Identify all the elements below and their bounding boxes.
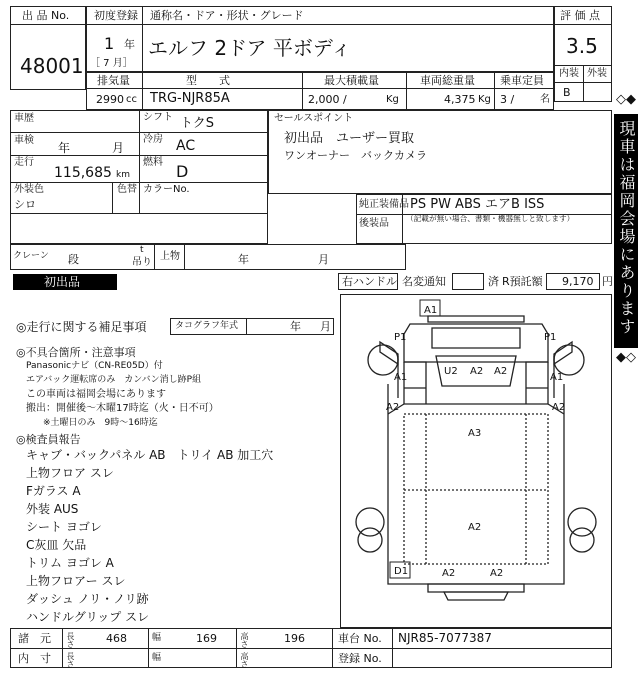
rear-bumper [428,584,524,592]
mark-cab-front-a2b: A2 [494,366,508,377]
exterior-label: 外装 [587,68,607,79]
ext-color-label: 外装色 [14,184,44,195]
inspector-line: 上物フロア スレ [26,466,114,480]
mark-rear-left: D1 [394,566,409,577]
crane-step: 段 [68,253,79,266]
recycle-prefix: 済 [488,275,499,288]
inspector-line: トリム ヨゴレ A [26,556,114,570]
cargo-front [388,404,564,414]
history-label: 車歴 [14,113,34,124]
mileage-unit: km [116,170,130,180]
defect-line: ※土曜日のみ 9時～16時迄 [34,418,158,428]
interior-grade: B [563,86,571,99]
mileage-label: 走行 [14,157,34,168]
inspector-line: 外装 AUS [26,502,79,516]
recycle-label: R預託額 [502,275,543,288]
mark-cab-right: P1 [544,332,557,343]
upper-year: 年 [238,253,249,266]
chassis-label: 車台 No. [338,632,382,645]
upper-label: 上物 [160,251,180,262]
mileage-value: 115,685 [54,165,112,181]
equipment-label: 純正装備品 [359,199,409,210]
inspector-line: キャブ・バックパネル AB トリイ AB 加工穴 [26,448,274,462]
ext-color-value: シロ [14,198,36,211]
color-no-label: カラーNo. [143,184,190,195]
max-load-unit: Kg [386,94,399,105]
score-value: 3.5 [566,34,598,58]
lot-number: 48001 [20,54,84,78]
inner-height-label: 高さ [240,652,249,668]
capacity-unit: 名 [540,94,550,105]
truck-diagram [340,294,612,628]
side-note-text: 現車は福岡会場にあります [617,120,636,336]
inspector-line: ダッシュ ノリ・ノリ跡 [26,592,149,606]
defect-line: 搬出：開催後～木曜17時迄（火・日不可） [26,403,219,414]
model-name: エルフ 2ドア 平ボディ [148,36,352,60]
mark-cab-left: P1 [394,332,407,343]
wheel-front-left [368,345,398,375]
first-reg-year-unit: 年 [124,38,135,51]
crane-hook: 吊り [132,257,152,268]
tacho-label: タコグラフ年式 [175,321,239,331]
wheel-rear-right2 [570,528,594,552]
inspection-year: 年 [58,141,71,155]
door-left [404,362,426,404]
first-reg-year: 1 [104,34,115,53]
ac-label: 冷房 [143,134,163,145]
side-diamonds-bottom: ◆◇ [616,350,636,365]
first-listing-badge-text: 初出品 [44,275,81,289]
sales-point-line1: 初出品 ユーザー買取 [284,131,415,146]
wheel-front-right [554,345,584,375]
inner-length-label: 長さ [66,652,75,668]
inspector-line: C灰皿 欠品 [26,538,87,552]
tacho-month: 月 [320,320,331,333]
name-change-label: 名変通知 [402,275,446,288]
length-label: 長さ [66,632,75,648]
mark-side-left: A2 [386,402,400,413]
wheel-rear-left [356,508,384,536]
inspector-line: シート ヨゴレ [26,520,102,534]
displacement-unit: cc [126,94,137,105]
after-market-note: （記載が無い場合、書類・機器無しと致します） [406,215,575,224]
mark-cargo-floor: A3 [468,428,482,439]
upper-month: 月 [318,253,329,266]
handle-value: 右ハンドル [342,275,397,288]
defect-line: エアバック運転席のみ カンバン消し跡P組 [26,375,202,385]
ac-value: AC [176,138,196,154]
rear-step [444,592,508,600]
shift-label: シフト [143,112,173,123]
lot-label: 出 品 No. [22,9,70,22]
mark-cab-front-a2: A2 [470,366,484,377]
capacity-label: 乗車定員 [500,74,544,87]
registration-label: 登録 No. [338,652,382,665]
mark-rear-bumper-right: A2 [490,568,504,579]
max-load-label: 最大積載量 [324,74,379,87]
side-diamonds-top: ◇◆ [616,92,636,107]
driving-notes-label: ◎走行に関する補足事項 [16,320,147,334]
gross-weight-label: 車両総重量 [420,74,475,87]
defect-line: この車両は福岡会場にあります [26,389,166,400]
mark-cargo-rear: A2 [468,522,482,533]
inspector-line: Fガラス A [26,484,81,498]
name-change-box [452,273,484,290]
equipment-value: PS PW ABS エアB ISS [410,197,545,212]
inspection-month: 月 [112,141,125,155]
length-value: 468 [106,632,127,645]
recycle-value: 9,170 [562,275,594,288]
displacement-value: 2990 [96,93,124,106]
fuel-value: D [176,162,189,181]
recycle-unit: 円 [602,275,613,288]
height-label: 高さ [240,632,249,648]
gross-weight-unit: Kg [478,94,491,105]
first-reg-month: ［ 7 月］ [90,58,133,69]
inspection-label: 車検 [14,135,34,146]
gross-weight-value: 4,375 [444,93,476,106]
width-label: 幅 [152,633,162,643]
inner-width-label: 幅 [152,653,162,663]
score-label: 評 価 点 [560,9,600,22]
model-label: 通称名・ドア・形状・グレード [150,9,304,22]
capacity-value: 3 / [500,93,515,106]
defects-label: ◎不具合箇所・注意事項 [16,346,136,359]
crane-label: クレーン [13,251,49,261]
inspector-line: ハンドルグリップ スレ [26,610,150,624]
chassis-value: NJR85-7077387 [398,631,492,645]
height-value: 196 [284,632,305,645]
after-market-label: 後装品 [359,218,389,229]
first-reg-label: 初度登録 [94,9,138,22]
crane-ton: t [140,245,144,255]
max-load-value: 2,000 / [308,93,347,106]
inspector-line: 上物フロアー スレ [26,574,126,588]
front-bumper [428,316,524,322]
mark-side-right: A2 [552,402,566,413]
mark-cab-front-u2: U2 [444,366,458,377]
type-label: 型 式 [186,74,230,87]
wheel-rear-left2 [358,528,382,552]
door-right [526,362,548,404]
mark-door-right: A1 [550,372,564,383]
dims-label: 諸 元 [18,632,51,645]
sales-point-line2: ワンオーナー バックカメラ [284,149,427,162]
width-value: 169 [196,632,217,645]
tacho-year: 年 [290,320,301,333]
inspector-label: ◎検査員報告 [16,433,81,446]
cab-top-inner [432,328,520,348]
interior-label: 内装 [559,68,579,79]
displacement-label: 排気量 [97,74,130,87]
fuel-label: 燃料 [143,157,163,168]
type-value: TRG-NJR85A [150,91,230,106]
wheel-rear-right [568,508,596,536]
inner-dims-label: 内 寸 [18,652,51,665]
shift-value: トクS [180,116,214,131]
mark-rear-bumper-left: A2 [442,568,456,579]
mark-front-bumper: A1 [424,305,438,316]
defect-line: Panasonicナビ（CN-RE05D）付 [26,361,163,371]
color-change-label: 色替 [117,184,137,195]
sales-point-label: セールスポイント [274,113,354,124]
mark-door-left: A1 [394,372,408,383]
